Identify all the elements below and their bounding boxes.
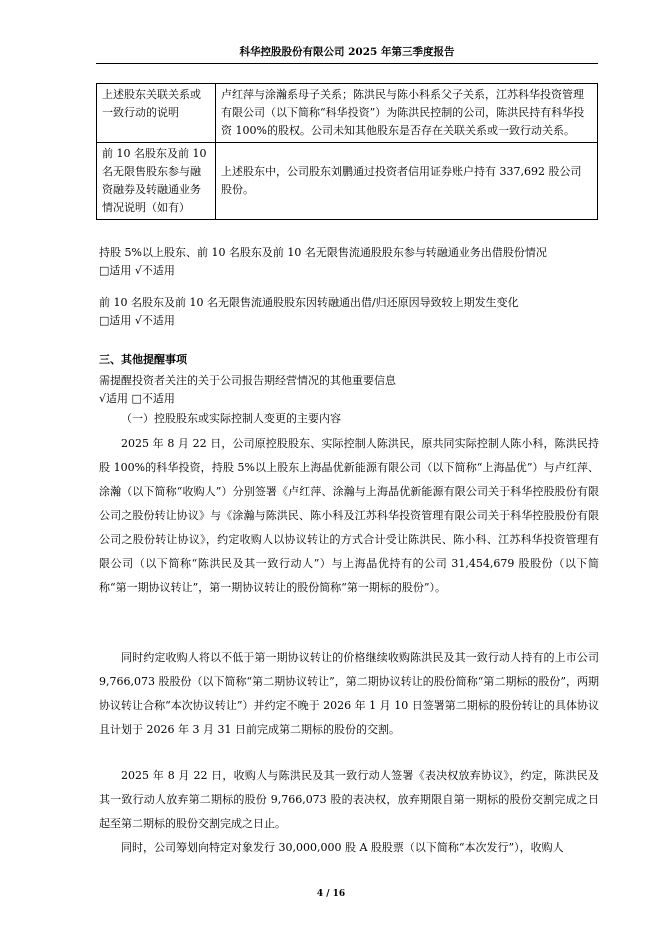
paragraph: 同时约定收购人将以不低于第一期协议转让的价格继续收购陈洪民及其一致行动人持有的上市公司 9,766,073 股股份（以下简称“第二期协议转让”，第二期协议转让的股份简称“第二期标的股份”，两期协议转让合称“本次协议转让”）并约定不晚于 2026 年 1 月 10 日签署第二期标的股份转让的具体协议且计划于 2026 年 3 月 31 日前完成第二期标的股份的交割。 xyxy=(99,651,599,736)
paragraph: 同时，公司筹划向特定对象发行 30,000,000 股 A 股股票（以下简称“本次发行”），收购人 xyxy=(121,841,564,854)
shareholder-info-table xyxy=(96,83,598,220)
row-content: 上述股东中，公司股东刘鹏通过投资者信用证券账户持有 337,692 股公司股份。 xyxy=(216,143,598,220)
lending-title: 持股 5%以上股东、前 10 名股东及前 10 名无限售流通股股东参与转融通业务出借股份情况 xyxy=(99,246,547,259)
row-label: 上述股东关联关系或一致行动的说明 xyxy=(97,84,216,143)
table-row xyxy=(97,84,598,143)
page-number: 4 / 16 xyxy=(316,889,346,899)
section-intro: 需提醒投资者关注的关于公司报告期经营情况的其他重要信息 xyxy=(99,374,396,387)
row-label: 前 10 名股东及前 10 名无限售股东参与融资融券及转融通业务情况说明（如有） xyxy=(97,143,216,220)
table-row xyxy=(97,143,598,220)
page-header: 科华控股股份有限公司 2025 年第三季度报告 xyxy=(239,46,455,58)
change-title: 前 10 名股东及前 10 名无限售流通股股东因转融通出借/归还原因导致较上期发生变化 xyxy=(99,296,519,309)
change-options: □适用 √不适用 xyxy=(99,314,175,327)
section-heading: 三、其他提醒事项 xyxy=(99,353,187,366)
subheading: （一）控股股东或实际控制人变更的主要内容 xyxy=(121,412,341,425)
paragraph: 2025 年 8 月 22 日，公司原控股股东、实际控制人陈洪民，原共同实际控制人陈小科，陈洪民持股 100%的科华投资，持股 5%以上股东上海晶优新能源有限公司（以下简称“上海晶优”）与卢红萍、涂瀚（以下简称“收购人”）分别签署《卢红萍、涂瀚与上海晶优新能源有限公司关于科华控股股份有限公司之股份转让协议》与《涂瀚与陈洪民、陈小科及江苏科华投资管理有限公司关于科华控股股份有限公司之股份转让协议》，约定收购人以协议转让的方式合计受让陈洪民、陈小科、江苏科华投资管理有限公司（以下简称“陈洪民及其一致行动人”）与上海晶优持有的公司 31,454,679 股股份（以下简称“第一期协议转让”，第一期协议转让的股份简称“第一期标的股份”）。 xyxy=(99,437,599,594)
row-content: 卢红萍与涂瀚系母子关系；陈洪民与陈小科系父子关系，江苏科华投资管理有限公司（以下简称“科华投资”）为陈洪民控制的公司，陈洪民持有科华投资 100%的股权。公司未知其他股东是否存在关联关系或一致行动关系。 xyxy=(216,84,598,143)
section-options: √适用 □不适用 xyxy=(99,392,175,405)
paragraph: 2025 年 8 月 22 日，收购人与陈洪民及其一致行动人签署《表决权放弃协议》，约定，陈洪民及其一致行动人放弃第二期标的股份 9,766,073 股的表决权，放弃期限自第一期标的股份交割完成之日起至第二期标的股份交割完成之日止。 xyxy=(99,769,599,830)
header-divider xyxy=(96,63,598,64)
lending-options: □适用 √不适用 xyxy=(99,264,175,277)
